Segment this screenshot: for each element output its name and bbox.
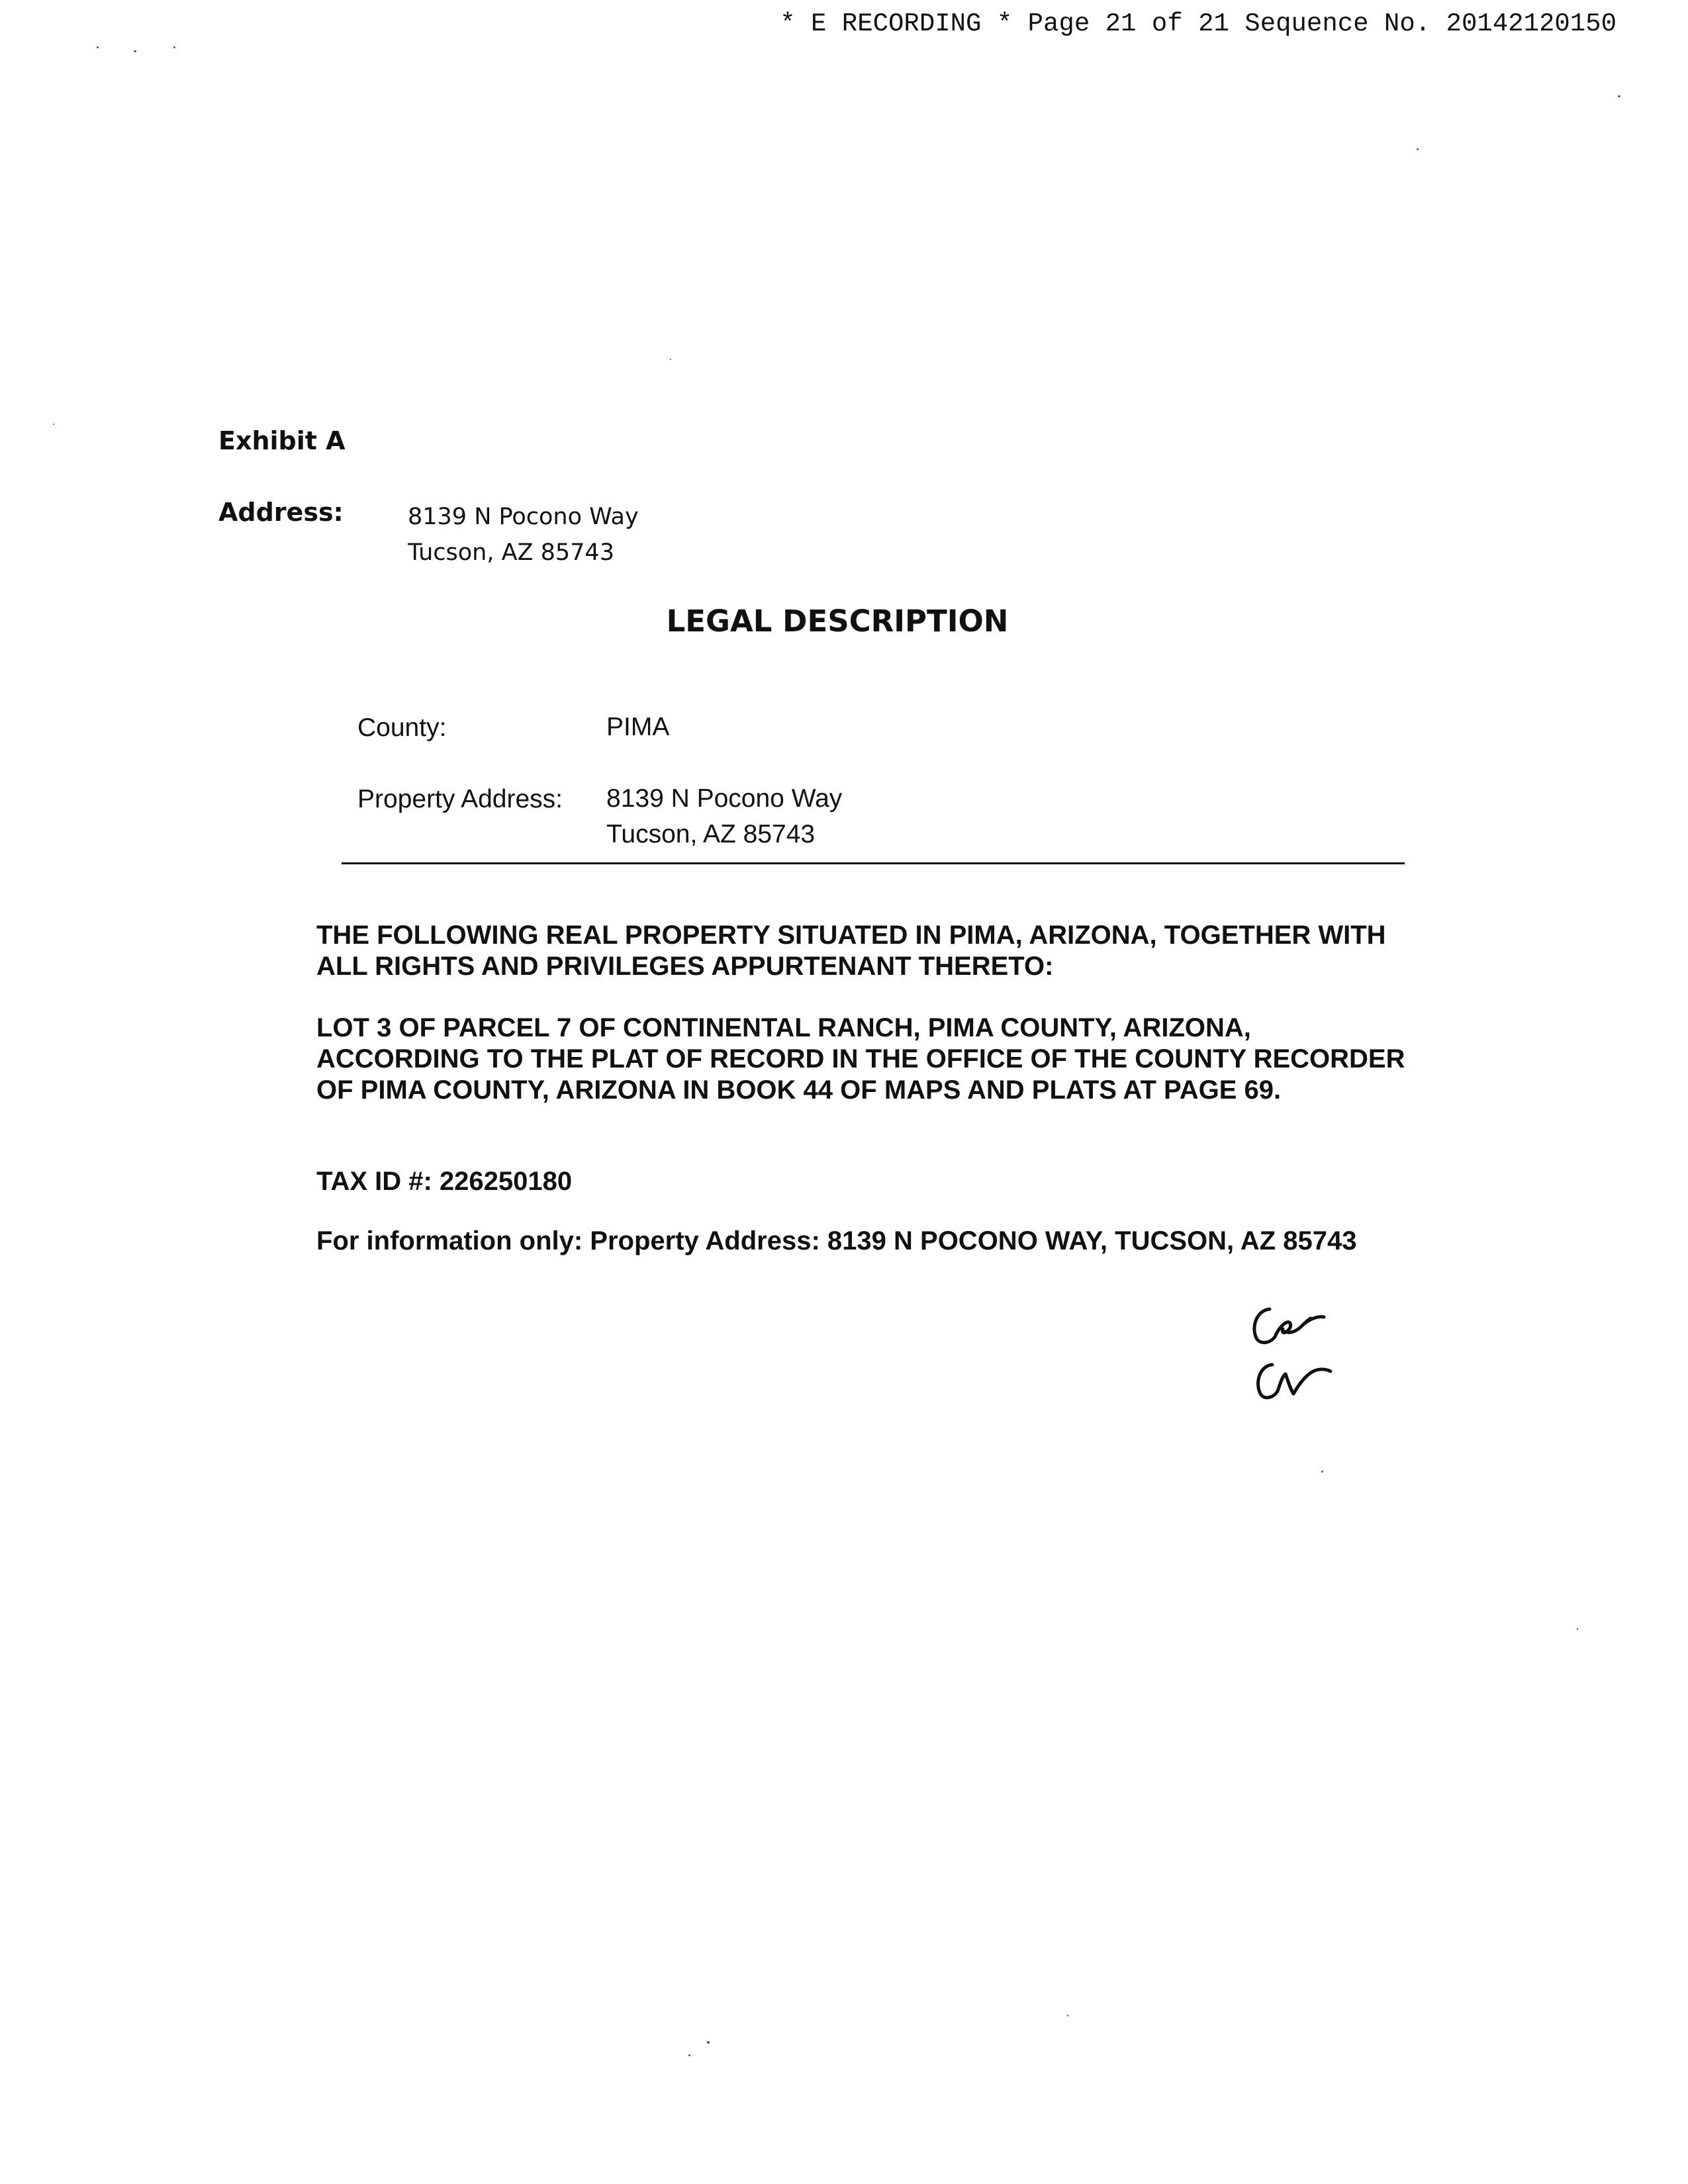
- tax-id-line: TAX ID #: 226250180: [316, 1167, 573, 1196]
- scan-speck: [670, 359, 671, 360]
- exhibit-title: Exhibit A: [218, 426, 346, 455]
- address-block: [408, 499, 639, 570]
- property-address-value: [606, 781, 842, 852]
- scan-speck: [1618, 95, 1620, 97]
- address-label: Address:: [218, 498, 344, 527]
- scan-speck: [173, 46, 175, 48]
- property-address-line-1: 8139 N Pocono Way: [606, 784, 843, 813]
- address-line-1: 8139 N Pocono Way: [408, 504, 639, 530]
- county-label: County:: [357, 713, 447, 742]
- scan-speck: [1321, 1471, 1323, 1473]
- property-address-label: Property Address:: [357, 785, 563, 813]
- scan-speck: [97, 46, 99, 48]
- county-value: PIMA: [606, 713, 670, 741]
- handwritten-initials-drawing: [1244, 1297, 1350, 1410]
- scan-speck: [53, 424, 54, 425]
- scan-speck: [688, 2054, 690, 2056]
- address-line-2: Tucson, AZ 85743: [408, 539, 614, 566]
- scan-speck: [1417, 148, 1419, 150]
- divider-line: [342, 862, 1405, 864]
- information-line: For information only: Property Address: 8139 N POCONO WAY, TUCSON, AZ 85743: [316, 1226, 1357, 1255]
- property-address-line-2: Tucson, AZ 85743: [606, 820, 816, 848]
- scan-speck: [707, 2041, 710, 2044]
- property-intro-paragraph: THE FOLLOWING REAL PROPERTY SITUATED IN PIMA, ARIZONA, TOGETHER WITH ALL RIGHTS AND PRIVILEGES APPURTENANT THERETO:: [316, 921, 1386, 981]
- legal-description-title: LEGAL DESCRIPTION: [666, 604, 1009, 639]
- scan-speck: [1577, 1628, 1578, 1630]
- recording-header: * E RECORDING * Page 21 of 21 Sequence No. 20142120150: [780, 9, 1617, 38]
- lot-description-paragraph: LOT 3 OF PARCEL 7 OF CONTINENTAL RANCH, PIMA COUNTY, ARIZONA, ACCORDING TO THE PLAT OF RECORD IN THE OFFICE OF THE COUNTY RECORDER OF PIMA COUNTY, ARIZONA IN BOOK 44 OF MAPS AND PLATS AT PAGE 69.: [316, 1013, 1405, 1105]
- scan-speck: [1067, 2015, 1068, 2017]
- handwritten-initials: [1244, 1297, 1350, 1413]
- scan-speck: [134, 50, 136, 52]
